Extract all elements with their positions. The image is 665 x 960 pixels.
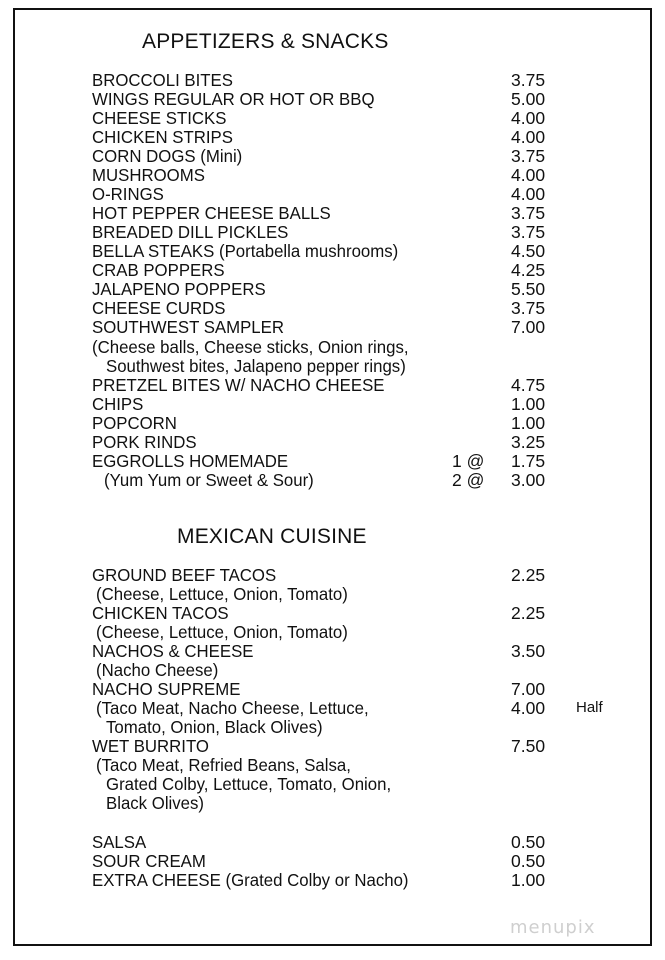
item-name: BREADED DILL PICKLES: [92, 222, 289, 242]
extra-name: SALSA: [92, 832, 147, 852]
item-description: (Yum Yum or Sweet & Sour): [104, 470, 314, 490]
item-description: (Nacho Cheese): [96, 660, 219, 680]
item-price: 7.00: [511, 317, 546, 337]
item-name: O-RINGS: [92, 184, 164, 204]
item-price: 3.00: [511, 470, 546, 490]
item-description: (Cheese, Lettuce, Onion, Tomato): [96, 622, 348, 642]
item-price: 3.25: [511, 432, 546, 452]
item-name: WET BURRITO: [92, 736, 209, 756]
item-price: 5.00: [511, 89, 546, 109]
item-name: JALAPENO POPPERS: [92, 279, 266, 299]
item-quantity: 1 @: [452, 451, 485, 471]
item-name: BROCCOLI BITES: [92, 70, 233, 90]
section-title-appetizers: APPETIZERS & SNACKS: [142, 30, 389, 53]
item-price: 4.50: [511, 241, 546, 261]
item-name: GROUND BEEF TACOS: [92, 565, 277, 585]
item-price: 7.00: [511, 679, 546, 699]
item-name: CHICKEN TACOS: [92, 603, 229, 623]
extra-name: EXTRA CHEESE (Grated Colby or Nacho): [92, 870, 409, 890]
item-half-price: 4.00: [511, 698, 546, 718]
section-title-mexican: MEXICAN CUISINE: [177, 525, 367, 548]
item-price: 3.50: [511, 641, 546, 661]
item-name: CHIPS: [92, 394, 144, 414]
item-name: BELLA STEAKS (Portabella mushrooms): [92, 241, 399, 261]
item-description: Black Olives): [106, 793, 205, 813]
item-name: CRAB POPPERS: [92, 260, 225, 280]
item-name: EGGROLLS HOMEMADE: [92, 451, 289, 471]
watermark: menupix: [510, 917, 596, 938]
item-price: 3.75: [511, 146, 546, 166]
item-description: Southwest bites, Jalapeno pepper rings): [106, 356, 406, 376]
item-name: CHEESE CURDS: [92, 298, 226, 318]
item-price: 4.75: [511, 375, 546, 395]
item-price: 5.50: [511, 279, 546, 299]
item-name: CORN DOGS (Mini): [92, 146, 243, 166]
item-price: 4.00: [511, 184, 546, 204]
item-price: 4.00: [511, 108, 546, 128]
item-name: CHICKEN STRIPS: [92, 127, 233, 147]
item-price: 3.75: [511, 70, 546, 90]
item-price: 2.25: [511, 603, 546, 623]
item-name: WINGS REGULAR OR HOT OR BBQ: [92, 89, 375, 109]
item-description: Tomato, Onion, Black Olives): [106, 717, 323, 737]
item-name: HOT PEPPER CHEESE BALLS: [92, 203, 331, 223]
item-name: SOUTHWEST SAMPLER: [92, 317, 284, 337]
item-price: 3.75: [511, 222, 546, 242]
extra-name: SOUR CREAM: [92, 851, 206, 871]
half-label: Half: [576, 699, 603, 716]
item-name: MUSHROOMS: [92, 165, 205, 185]
item-description: Grated Colby, Lettuce, Tomato, Onion,: [106, 774, 392, 794]
item-description: (Taco Meat, Nacho Cheese, Lettuce,: [96, 698, 369, 718]
item-price: 1.00: [511, 413, 546, 433]
item-name: NACHO SUPREME: [92, 679, 241, 699]
item-price: 4.00: [511, 127, 546, 147]
item-description: (Cheese balls, Cheese sticks, Onion rings,: [92, 337, 409, 357]
item-name: PORK RINDS: [92, 432, 197, 452]
item-price: 4.00: [511, 165, 546, 185]
item-price: 7.50: [511, 736, 546, 756]
item-name: NACHOS & CHEESE: [92, 641, 254, 661]
item-name: POPCORN: [92, 413, 177, 433]
item-quantity: 2 @: [452, 470, 485, 490]
item-description: (Cheese, Lettuce, Onion, Tomato): [96, 584, 348, 604]
item-price: 4.25: [511, 260, 546, 280]
extra-price: 0.50: [511, 832, 546, 852]
extra-price: 1.00: [511, 870, 546, 890]
item-price: 3.75: [511, 298, 546, 318]
extra-price: 0.50: [511, 851, 546, 871]
item-price: 3.75: [511, 203, 546, 223]
item-name: CHEESE STICKS: [92, 108, 227, 128]
item-price: 1.00: [511, 394, 546, 414]
item-name: PRETZEL BITES W/ NACHO CHEESE: [92, 375, 385, 395]
item-price: 2.25: [511, 565, 546, 585]
item-description: (Taco Meat, Refried Beans, Salsa,: [96, 755, 351, 775]
item-price: 1.75: [511, 451, 546, 471]
